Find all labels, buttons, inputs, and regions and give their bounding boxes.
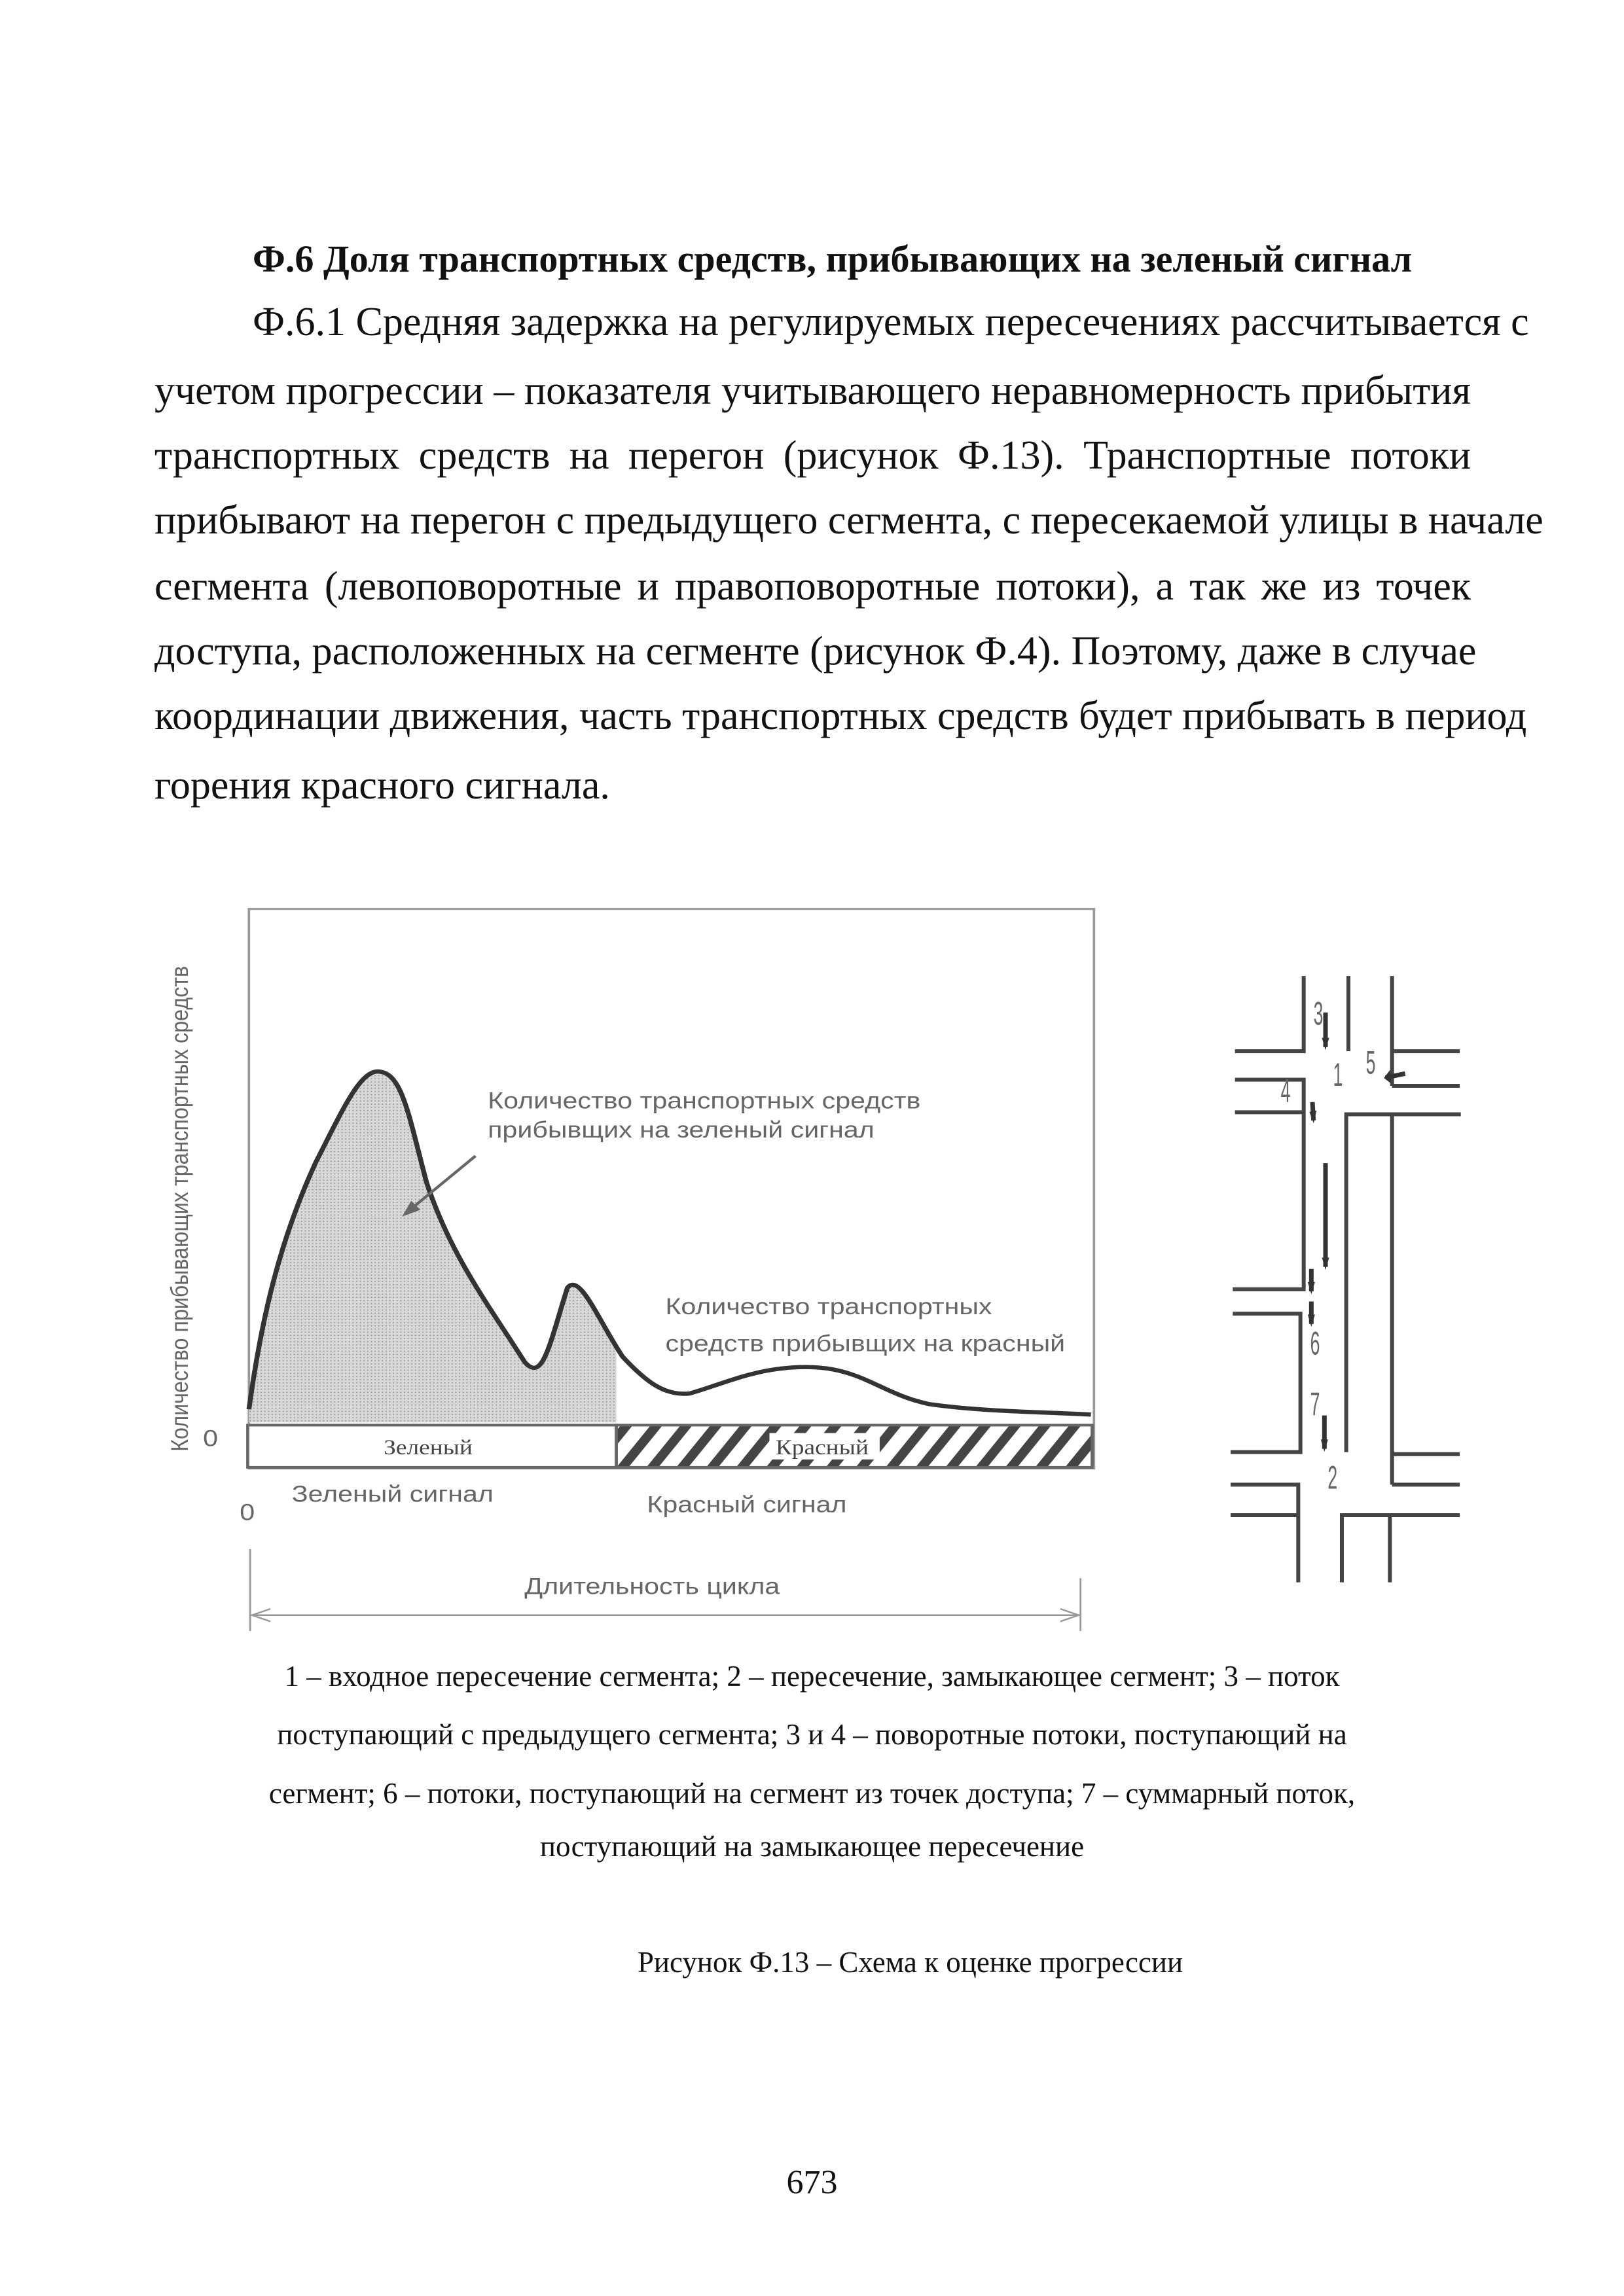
paragraph-line: Ф.6.1 Средняя задержка на регулируемых пересечениях рассчитывается с	[253, 300, 1529, 344]
scheme-label: 3	[1313, 996, 1324, 1032]
segment-scheme	[1218, 956, 1479, 1590]
road-edge	[1346, 1115, 1461, 1452]
paragraph-line: транспортных средств на перегон (рисунок Ф.13). Транспортные потоки	[154, 433, 1471, 478]
green-annotation: прибывщих на зеленый сигнал	[488, 1117, 875, 1143]
section-heading: Ф.6 Доля транспортных средств, прибывающих на зеленый сигнал	[253, 238, 1413, 280]
red-signal-label: Красный сигнал	[647, 1492, 847, 1518]
scheme-label: 6	[1310, 1325, 1320, 1362]
paragraph-line: координации движения, часть транспортных средств будет прибывать в период	[154, 694, 1527, 738]
legend-line: поступающий на замыкающее пересечение	[539, 1830, 1085, 1863]
red-annotation: средств прибывщих на красный	[665, 1331, 1066, 1357]
road-edge	[1231, 1314, 1301, 1452]
scheme-label: 4	[1280, 1073, 1291, 1110]
road-edge	[1231, 1484, 1298, 1582]
scheme-label: 2	[1327, 1460, 1338, 1496]
zero-x-label: 0	[240, 1499, 255, 1526]
green-annotation: Количество транспортных средств	[488, 1088, 921, 1114]
page-number: 673	[786, 2164, 838, 2201]
legend-line: поступающий с предыдущего сегмента; 3 и 4 – поворотные потоки, поступающий на	[277, 1718, 1347, 1751]
red-annotation: Количество транспортных	[665, 1293, 992, 1320]
paragraph-line: горения красного сигнала.	[154, 763, 610, 808]
cycle-length-label: Длительность цикла	[524, 1573, 780, 1600]
scheme-label: 5	[1365, 1045, 1376, 1081]
red-bar-label: Красный	[775, 1435, 869, 1460]
paragraph-line: учетом прогрессии – показателя учитывающего неравномерность прибытия	[154, 368, 1471, 413]
green-signal-label: Зеленый сигнал	[291, 1480, 494, 1507]
road-edge	[1342, 1515, 1460, 1583]
arrival-diagram	[157, 818, 1106, 1636]
paragraph-line: доступа, расположенных на сегменте (рисунок Ф.4). Поэтому, даже в случае	[154, 629, 1477, 673]
road-edge	[1235, 976, 1304, 1051]
legend-line: 1 – входное пересечение сегмента; 2 – пересечение, замыкающее сегмент; 3 – поток	[284, 1660, 1340, 1693]
figure-title: Рисунок Ф.13 – Схема к оценке прогрессии	[637, 1946, 1183, 1979]
paragraph-line: прибывают на перегон с предыдущего сегмента, с пересекаемой улицы в начале	[154, 498, 1543, 543]
zero-y-label: 0	[203, 1426, 219, 1452]
green-bar-label: Зеленый	[384, 1435, 473, 1460]
y-axis-label: Количество прибывающих транспортных средств	[166, 965, 194, 1452]
scheme-label: 7	[1310, 1387, 1320, 1423]
paragraph-line: сегмента (левоповоротные и правоповоротные потоки), а так же из точек	[154, 564, 1471, 609]
legend-line: сегмент; 6 – потоки, поступающий на сегмент из точек доступа; 7 – суммарный поток,	[268, 1777, 1356, 1810]
scheme-label: 1	[1333, 1057, 1343, 1094]
